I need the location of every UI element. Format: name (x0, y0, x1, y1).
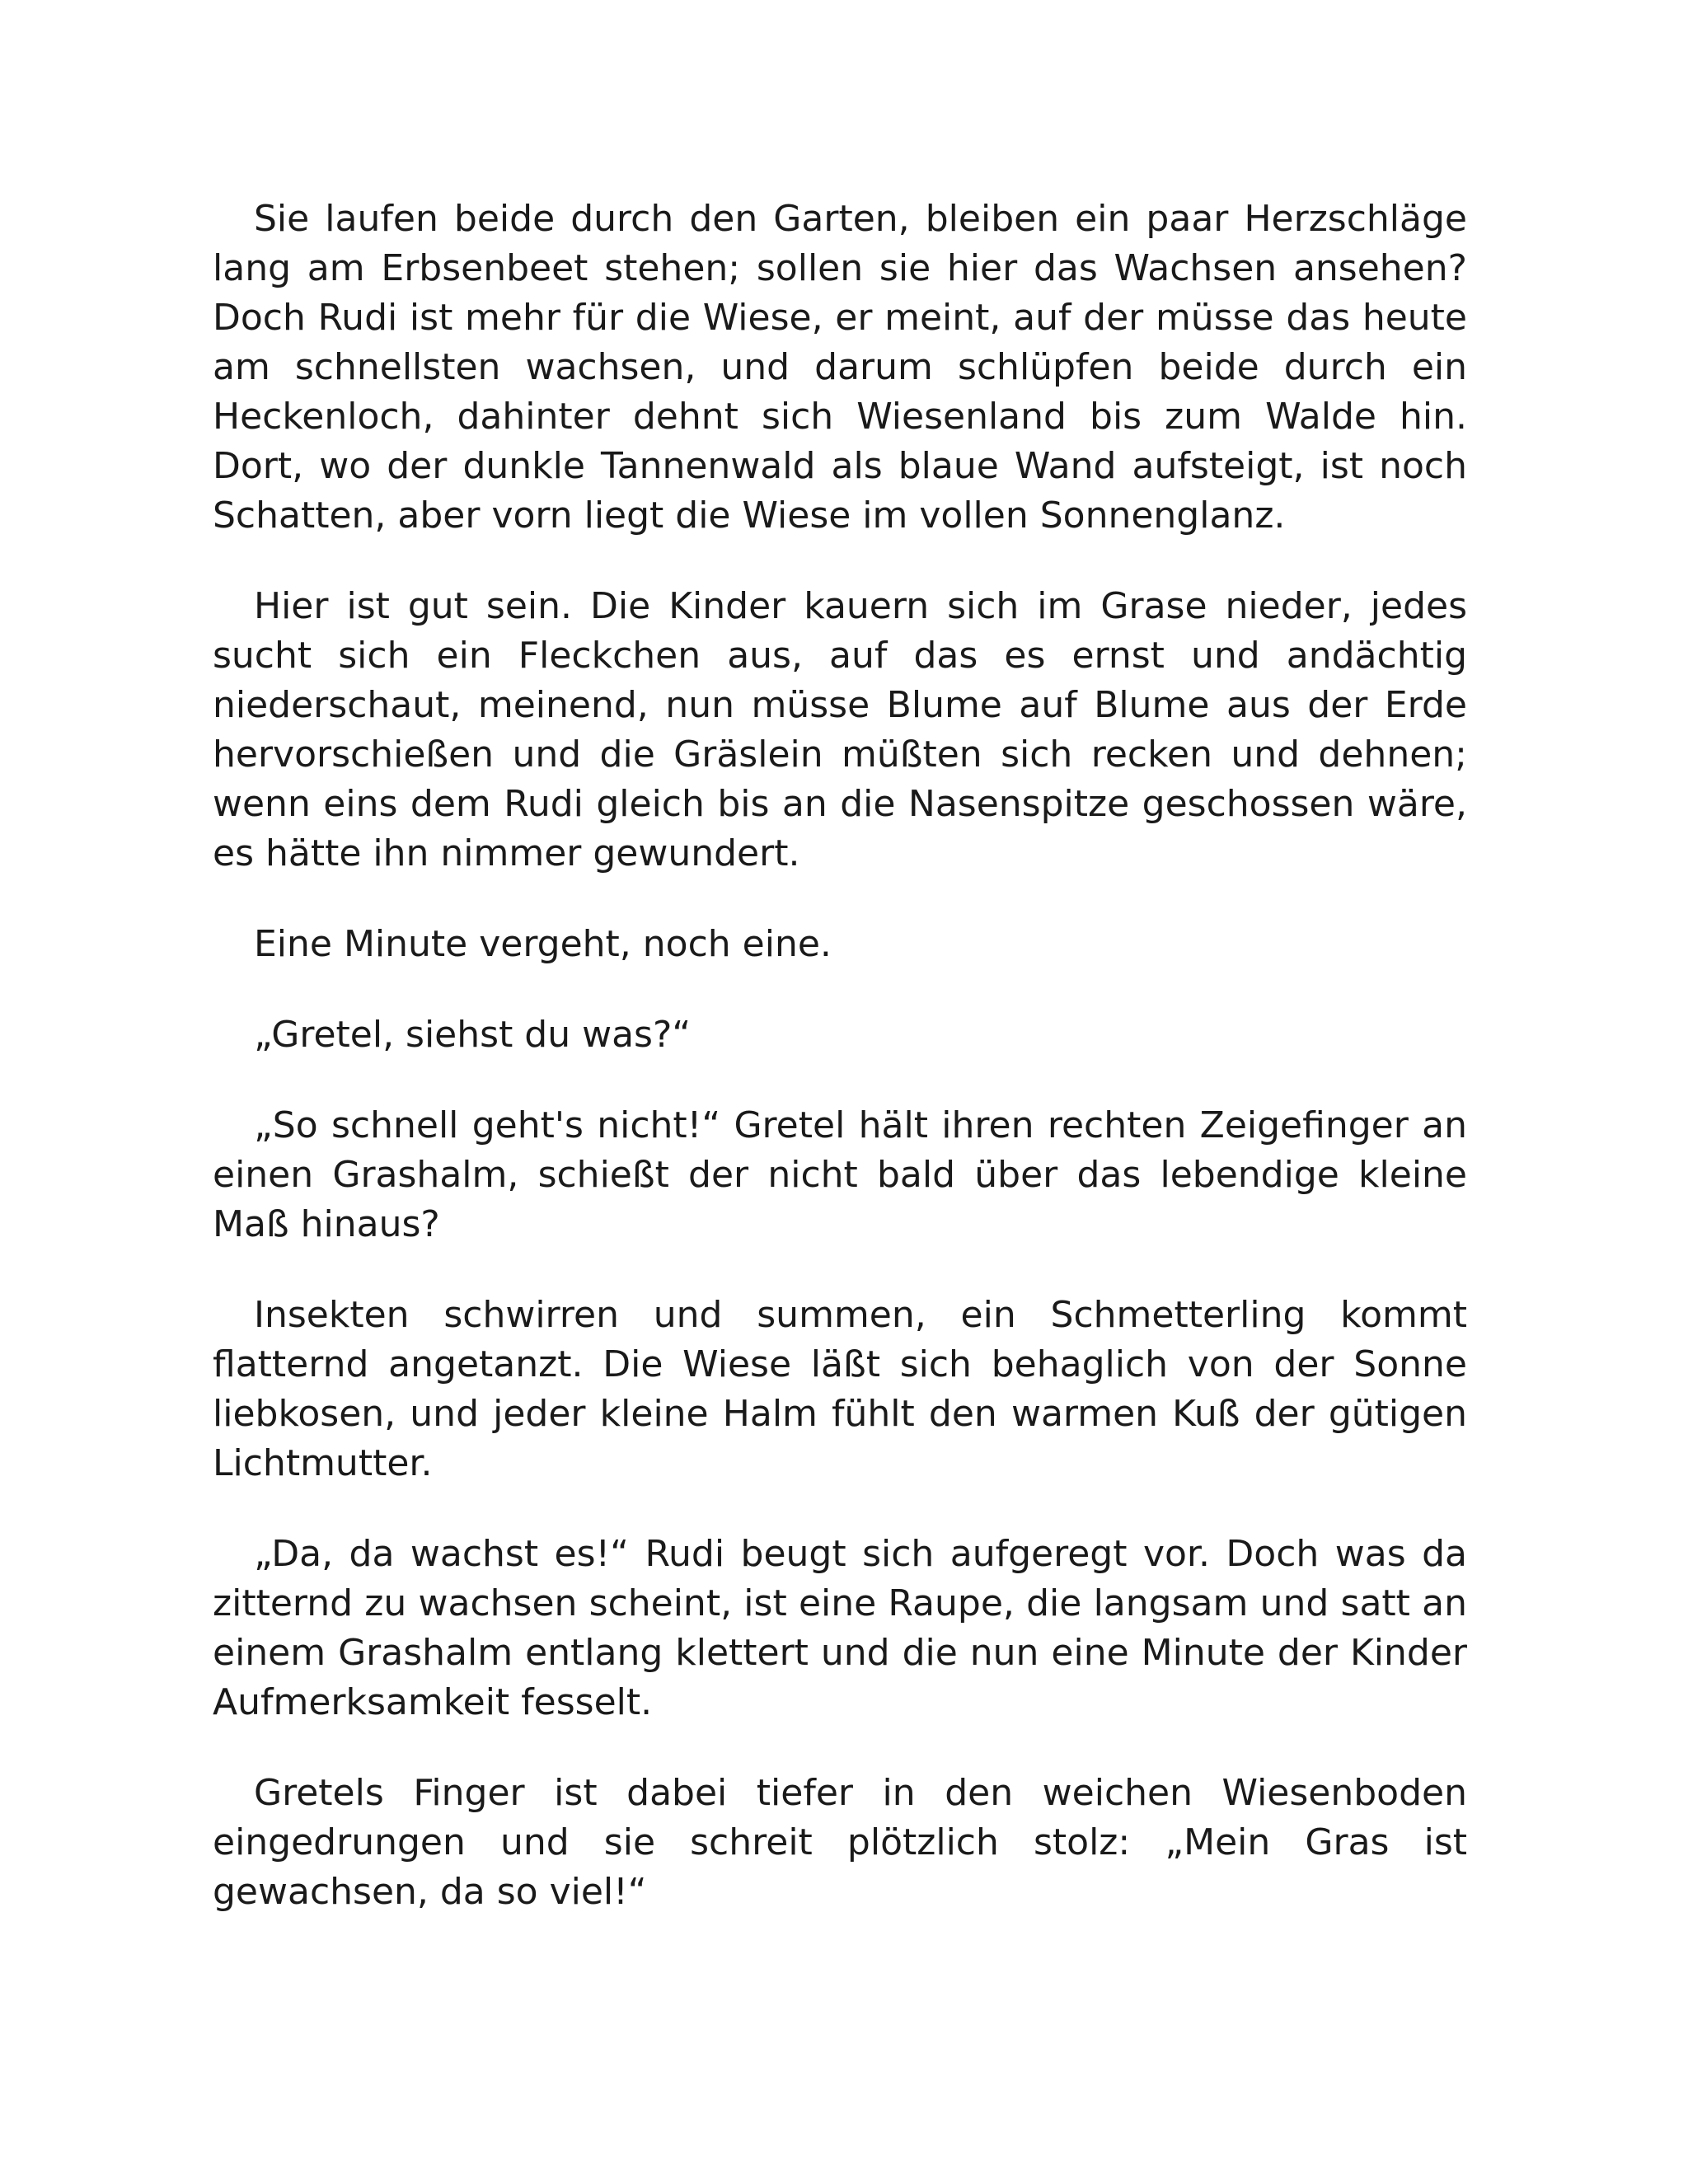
paragraph-6: Insekten schwirren und summen, ein Schmetterling kommt flatternd angetanzt. Die Wiese läßt sich behaglich von der Sonne liebkosen, und jeder kleine Halm fühlt den warmen Kuß der gütigen Lichtmutter. (213, 1294, 1467, 1484)
paragraph-5: „So schnell geht's nicht!“ Gretel hält ihren rechten Zeigefinger an einen Grashalm, schießt der nicht bald über das lebendige kleine Maß hinaus? (213, 1104, 1467, 1245)
paragraph-1: Sie laufen beide durch den Garten, bleiben ein paar Herzschläge lang am Erbsenbeet stehen; sollen sie hier das Wachsen ansehen? Doch Rudi ist mehr für die Wiese, er meint, auf der müsse das heute am schnellsten wachsen, und darum schlüpfen beide durch ein Heckenloch, dahinter dehnt sich Wiesenland bis zum Walde hin. Dort, wo der dunkle Tannenwald als blaue Wand aufsteigt, ist noch Schatten, aber vorn liegt die Wiese im vollen Sonnenglanz. (213, 198, 1467, 537)
paragraph-3: Eine Minute vergeht, noch eine. (254, 923, 832, 965)
document-page (213, 194, 1467, 1917)
paragraph-8: Gretels Finger ist dabei tiefer in den weichen Wiesenboden eingedrungen und sie schreit plötzlich stolz: „Mein Gras ist gewachsen, da so viel!“ (213, 1772, 1467, 1913)
paragraph-2: Hier ist gut sein. Die Kinder kauern sich im Grase nieder, jedes sucht sich ein Fleckchen aus, auf das es ernst und andächtig niederschaut, meinend, nun müsse Blume auf Blume aus der Erde hervorschießen und die Gräslein müßten sich recken und dehnen; wenn eins dem Rudi gleich bis an die Nasenspitze geschossen wäre, es hätte ihn nimmer gewundert. (213, 585, 1467, 874)
paragraph-7: „Da, da wachst es!“ Rudi beugt sich aufgeregt vor. Doch was da zitternd zu wachsen scheint, ist eine Raupe, die langsam und satt an einem Grashalm entlang klettert und die nun eine Minute der Kinder Aufmerksamkeit fesselt. (213, 1533, 1467, 1723)
paragraph-4: „Gretel, siehst du was?“ (254, 1014, 692, 1056)
